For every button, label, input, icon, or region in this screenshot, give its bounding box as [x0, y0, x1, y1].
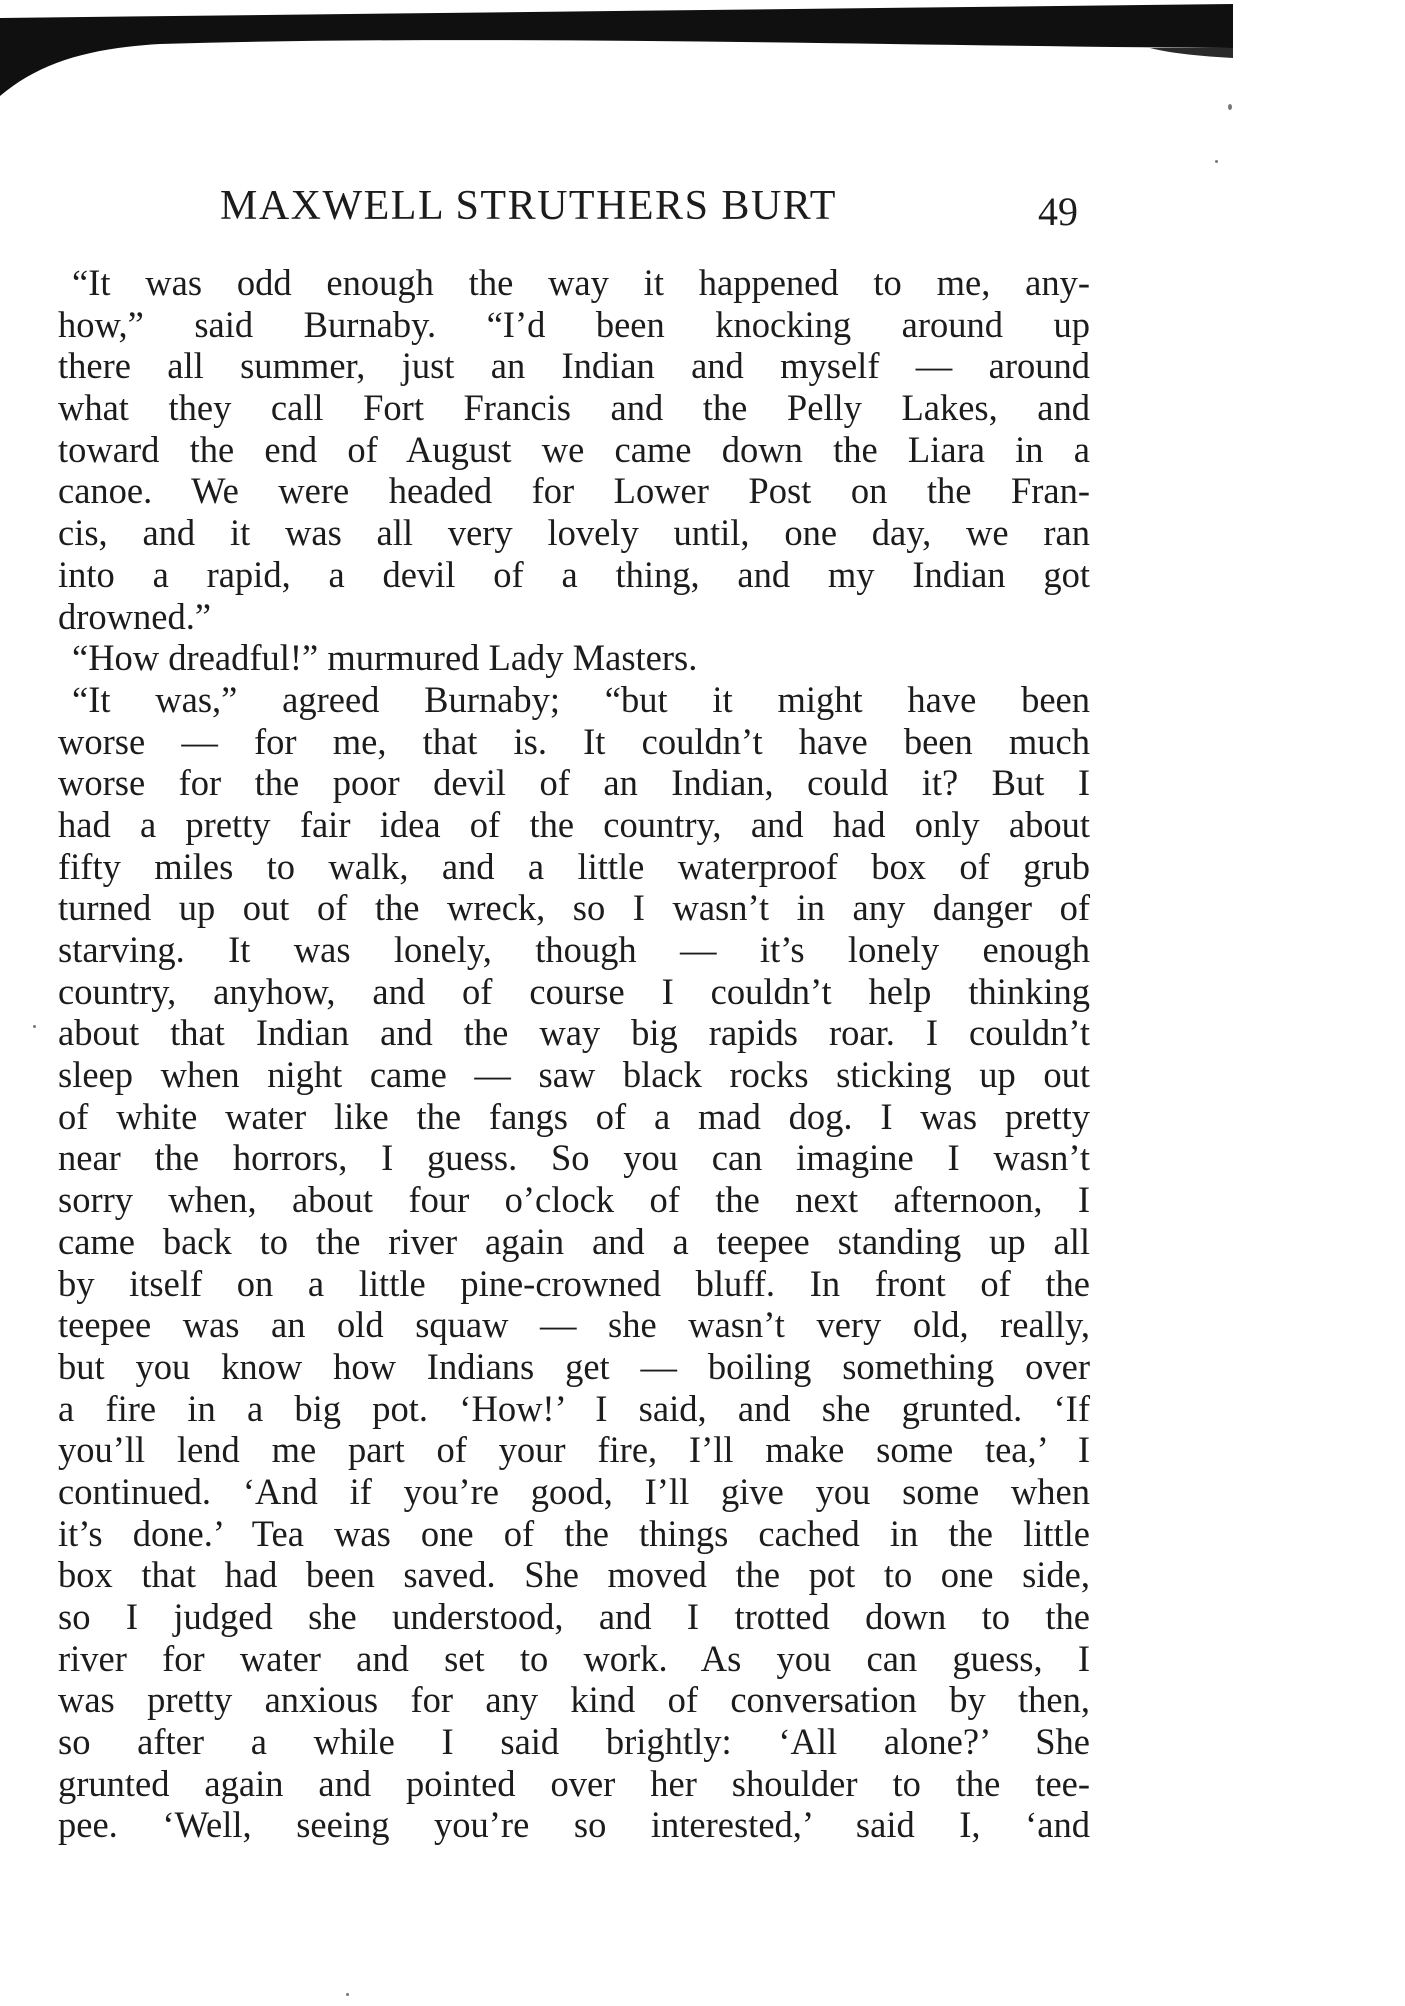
text-line: “It was odd enough the way it happened to me, any-: [72, 262, 1090, 303]
page-header: [58, 176, 1098, 236]
scan-edge-shadow: [0, 0, 1405, 100]
text-line: continued. ‘And if you’re good, I’ll give you some when: [58, 1470, 1090, 1512]
text-line: fifty miles to walk, and a little waterproof box of grub: [58, 845, 1090, 887]
text-line: box that had been saved. She moved the pot to one side,: [58, 1554, 1090, 1596]
text-line: worse — for me, that is. It couldn’t have been much: [58, 720, 1090, 762]
running-title: MAXWELL STRUTHERS BURT: [220, 183, 837, 229]
text-line: there all summer, just an Indian and myself — around: [58, 345, 1090, 387]
page-number: 49: [1038, 189, 1078, 234]
text-line: a fire in a big pot. ‘How!’ I said, and she grunted. ‘If: [58, 1387, 1090, 1429]
text-line: cis, and it was all very lovely until, one day, we ran: [58, 512, 1090, 554]
text-line: what they call Fort Francis and the Pelly Lakes, and: [58, 387, 1090, 429]
text-line: came back to the river again and a teepee standing up all: [58, 1220, 1090, 1262]
text-line: about that Indian and the way big rapids roar. I couldn’t: [58, 1012, 1090, 1054]
text-line: toward the end of August we came down the Liara in a: [58, 428, 1090, 470]
text-line: pee. ‘Well, seeing you’re so interested,’ said I, ‘and: [58, 1804, 1090, 1846]
text-line: sorry when, about four o’clock of the next afternoon, I: [58, 1179, 1090, 1221]
text-line: turned up out of the wreck, so I wasn’t in any danger of: [58, 887, 1090, 929]
text-line: drowned.”: [58, 595, 212, 637]
text-line: worse for the poor devil of an Indian, could it? But I: [58, 762, 1090, 804]
text-line: starving. It was lonely, though — it’s lonely enough: [58, 929, 1090, 970]
text-line: canoe. We were headed for Lower Post on the Fran-: [58, 470, 1090, 512]
text-line: country, anyhow, and of course I couldn’t help thinking: [58, 970, 1090, 1012]
text-line: “It was,” agreed Burnaby; “but it might have been: [72, 678, 1090, 720]
text-line: of white water like the fangs of a mad dog. I was pretty: [58, 1095, 1090, 1137]
text-line: so after a while I said brightly: ‘All alone?’ She: [58, 1721, 1090, 1763]
text-line: by itself on a little pine-crowned bluff. In front of the: [58, 1262, 1090, 1304]
text-line: sleep when night came — saw black rocks sticking up out: [58, 1054, 1090, 1096]
text-line: it’s done.’ Tea was one of the things cached in the little: [58, 1512, 1090, 1554]
text-line: river for water and set to work. As you can guess, I: [58, 1637, 1090, 1679]
scan-speck: [346, 1993, 349, 1996]
text-line: near the horrors, I guess. So you can imagine I wasn’t: [58, 1137, 1090, 1179]
text-line: how,” said Burnaby. “I’d been knocking around up: [58, 303, 1090, 345]
text-line: grunted again and pointed over her shoulder to the tee-: [58, 1762, 1090, 1804]
text-line: into a rapid, a devil of a thing, and my Indian got: [58, 553, 1090, 595]
scan-speck: [1215, 160, 1218, 163]
text-line: was pretty anxious for any kind of conversation by then,: [58, 1679, 1090, 1721]
text-line: you’ll lend me part of your fire, I’ll make some tea,’ I: [58, 1429, 1090, 1471]
body-text: [58, 262, 1090, 1846]
scan-speck: [33, 1025, 36, 1028]
text-line: so I judged she understood, and I trotted down to the: [58, 1596, 1090, 1637]
text-line: but you know how Indians get — boiling something over: [58, 1345, 1090, 1387]
text-line: teepee was an old squaw — she wasn’t very old, really,: [58, 1304, 1090, 1346]
text-line: “How dreadful!” murmured Lady Masters.: [72, 637, 698, 679]
text-line: had a pretty fair idea of the country, and had only about: [58, 803, 1090, 845]
scan-speck: [1228, 104, 1232, 110]
